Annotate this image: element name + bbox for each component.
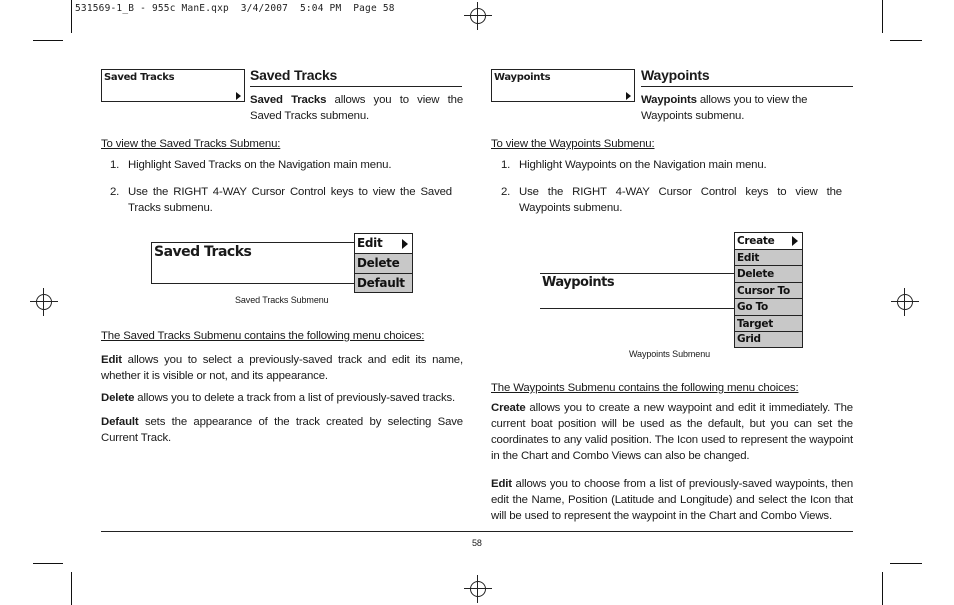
step-item bbox=[110, 157, 465, 173]
crop-mark bbox=[33, 563, 63, 564]
waypoints-howto-heading: To view the Waypoints Submenu: bbox=[491, 138, 655, 150]
choice-term: Edit bbox=[101, 354, 122, 366]
choice-text: sets the appearance of the track created by selecting Save Current Track. bbox=[101, 416, 463, 444]
waypoints-choices-heading: The Waypoints Submenu contains the following menu choices: bbox=[491, 382, 799, 394]
menu-item-label: Edit bbox=[737, 251, 760, 264]
right-arrow-icon bbox=[626, 92, 631, 100]
menu-item-label: Grid bbox=[737, 333, 761, 345]
saved-tracks-choices-heading: The Saved Tracks Submenu contains the following menu choices: bbox=[101, 330, 425, 342]
saved-tracks-menu-box bbox=[101, 69, 245, 102]
menu-item-edit[interactable] bbox=[735, 250, 802, 267]
choice-default bbox=[101, 414, 463, 446]
step-number: 1. bbox=[501, 159, 511, 171]
saved-tracks-title: Saved Tracks bbox=[250, 67, 338, 83]
step-item bbox=[501, 184, 842, 216]
step-number: 1. bbox=[110, 159, 120, 171]
menu-item-delete[interactable] bbox=[735, 266, 802, 283]
choice-create bbox=[491, 400, 853, 464]
saved-tracks-caption: Saved Tracks Submenu bbox=[235, 295, 329, 305]
right-arrow-icon bbox=[236, 92, 241, 100]
choice-term: Create bbox=[491, 402, 526, 414]
menu-item-cursor-to[interactable] bbox=[735, 283, 802, 300]
intro-term: Saved Tracks bbox=[250, 94, 327, 106]
menu-item-label: Go To bbox=[737, 301, 768, 313]
menu-item-label: Delete bbox=[737, 268, 774, 280]
menu-item-delete[interactable] bbox=[355, 254, 412, 274]
choice-text: allows you to create a new waypoint and edit it immediately. The current boat position will be used as the default, but you can set the coordinates to any valid position. The Icon used to represent the waypoint in the Chart and Combo Views can also be changed. bbox=[491, 402, 853, 462]
crop-mark bbox=[71, 0, 72, 33]
footer-rule bbox=[101, 531, 853, 532]
choice-edit bbox=[101, 352, 463, 384]
saved-tracks-intro bbox=[250, 92, 463, 124]
waypoints-caption: Waypoints Submenu bbox=[629, 349, 711, 359]
print-header: 531569-1_B - 955c ManE.qxp 3/4/2007 5:04 PM Page 58 bbox=[75, 3, 395, 14]
menu-item-label: Default bbox=[357, 276, 405, 290]
choice-delete bbox=[101, 390, 463, 406]
menu-item-edit[interactable] bbox=[355, 234, 412, 254]
registration-mark-top bbox=[464, 2, 492, 30]
step-text: Highlight Saved Tracks on the Navigation main menu. bbox=[128, 159, 392, 171]
crop-mark bbox=[882, 572, 883, 605]
saved-tracks-howto-heading: To view the Saved Tracks Submenu: bbox=[101, 138, 281, 150]
choice-edit bbox=[491, 476, 853, 524]
choice-text: allows you to choose from a list of previously-saved waypoints, then edit the Name, Position (Latitude and Longitude) and select the Icon that will be used to represent the waypoint in the Chart and Combo Views. bbox=[491, 478, 853, 522]
waypoints-submenu bbox=[734, 232, 803, 348]
choice-text: allows you to delete a track from a list of previously-saved tracks. bbox=[134, 392, 456, 404]
waypoints-screen-title-bar bbox=[540, 273, 736, 309]
step-text: Use the RIGHT 4-WAY Cursor Control keys to view the Waypoints submenu. bbox=[519, 186, 842, 214]
step-number: 2. bbox=[501, 186, 511, 198]
section-rule bbox=[641, 86, 853, 87]
registration-mark-right bbox=[891, 288, 919, 316]
choice-term: Delete bbox=[101, 392, 135, 404]
step-item bbox=[501, 157, 856, 173]
crop-mark bbox=[890, 40, 922, 41]
menu-item-label: Create bbox=[737, 235, 775, 247]
menu-item-default[interactable] bbox=[355, 274, 412, 292]
crop-mark bbox=[882, 0, 883, 33]
menu-item-label: Target bbox=[737, 317, 773, 330]
choice-term: Default bbox=[101, 416, 139, 428]
crop-mark bbox=[71, 572, 72, 605]
saved-tracks-screen-title: Saved Tracks bbox=[154, 244, 252, 260]
step-item bbox=[110, 184, 452, 216]
saved-tracks-screen-title-bar bbox=[151, 242, 356, 284]
menu-item-label: Delete bbox=[357, 256, 400, 270]
step-number: 2. bbox=[110, 186, 120, 198]
saved-tracks-box-label: Saved Tracks bbox=[104, 72, 175, 83]
intro-text: allows you to view the Saved Tracks submenu. bbox=[250, 94, 464, 122]
waypoints-title: Waypoints bbox=[641, 67, 710, 83]
right-arrow-icon bbox=[402, 239, 408, 249]
section-rule bbox=[250, 86, 462, 87]
saved-tracks-submenu bbox=[354, 233, 413, 293]
menu-item-label: Cursor To bbox=[737, 284, 790, 297]
menu-item-create[interactable] bbox=[735, 233, 802, 250]
waypoints-menu-box bbox=[491, 69, 635, 102]
menu-item-go-to[interactable] bbox=[735, 299, 802, 316]
menu-item-target[interactable] bbox=[735, 316, 802, 333]
crop-mark bbox=[890, 563, 922, 564]
crop-mark bbox=[33, 40, 63, 41]
menu-item-label: Edit bbox=[357, 236, 383, 250]
registration-mark-bottom bbox=[464, 575, 492, 603]
registration-mark-left bbox=[30, 288, 58, 316]
page-number: 58 bbox=[472, 538, 482, 548]
step-text: Highlight Waypoints on the Navigation main menu. bbox=[519, 159, 767, 171]
waypoints-intro bbox=[641, 92, 854, 124]
choice-text: allows you to select a previously-saved track and edit its name, whether it is visible or not, and its appearance. bbox=[101, 354, 463, 382]
choice-term: Edit bbox=[491, 478, 512, 490]
menu-item-grid[interactable] bbox=[735, 332, 802, 347]
waypoints-screen-title: Waypoints bbox=[542, 275, 615, 290]
right-arrow-icon bbox=[792, 236, 798, 246]
step-text: Use the RIGHT 4-WAY Cursor Control keys to view the Saved Tracks submenu. bbox=[128, 186, 452, 214]
intro-text: allows you to view the Waypoints submenu. bbox=[641, 94, 808, 122]
intro-term: Waypoints bbox=[641, 94, 697, 106]
waypoints-box-label: Waypoints bbox=[494, 72, 551, 83]
